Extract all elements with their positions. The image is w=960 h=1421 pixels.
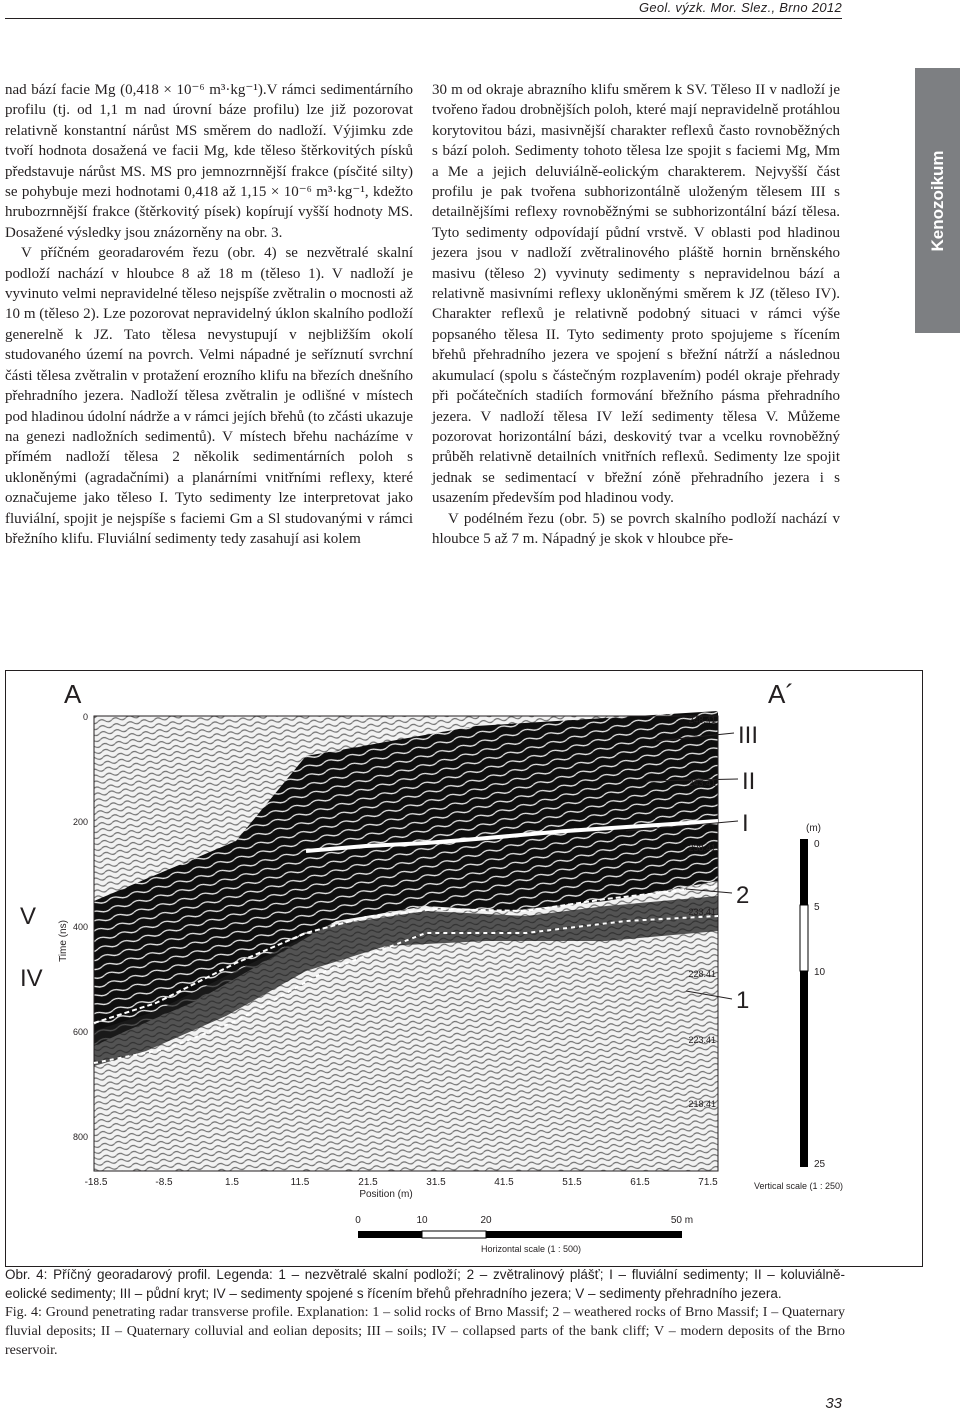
paragraph: nad bází facie Mg (0,418 × 10⁻⁶ m³·kg⁻¹).V rámci sedimentárního profilu (tj. od 1,1 m nad úrovní báze profilu) lze již pozorovat relativně konstantní nárůst MS směrem do nadloží. Výjimku zde tvoří hodnota dosažená ve facii Mg, kde těleso štěrkovitých písků představuje nárůst MS. MS pro jemnozrnnější frakce (písčité silty) se pohybuje mezi hodnotami 0,418 až 1,15 × 10⁻⁶ m³·kg⁻¹, kdežto hrubozrnnější frakce (štěrkovitý písek) kopírují vyšší hodnoty MS. Dosažené výsledky jsou znázorněny na obr. 3. xyxy=(5,82,413,241)
y-tick: 400 xyxy=(72,922,88,932)
running-header: Geol. výzk. Mor. Slez., Brno 2012 xyxy=(638,0,842,15)
caption-english: Fig. 4: Ground penetrating radar transverse profile. Explanation: 1 – solid rocks of Brno Massif; 2 – weathered rocks of Brno Massif; I – Quaternary fluvial deposits; II – Quaternary colluvial and eolian deposits; III – soils; IV – collapsed parts of the bank cliff; V – modern deposits of the Brno reservoir. xyxy=(5,1305,845,1358)
x-tick: 71.5 xyxy=(698,1177,718,1188)
x-tick: 61.5 xyxy=(630,1177,650,1188)
horizontal-scale-tick: 50 m xyxy=(670,1215,694,1226)
paragraph: V příčném georadarovém řezu (obr. 4) se nezvětralé skalní podloží nachází v hloubce 8 až 18 m (těleso 1). V nadloží je vyvinuto velmi nepravidelné těleso nejspíše zvětralin o mocnosti až 10 m (těleso 2). Lze pozorovat nepravidelný úklon skalního podloží generelně k JZ. Tato tělesa nevystupují v nejbližším okolí studovaného území na povrch. Velmi nápadné je seříznutí svrchní části tělesa zvětralin v protažení erozního klifu na březích dnešního přehradního jezera. Nadloží tělesa zvětralin je odlišné v místech pod hladinou údolní nádrže a v rámci jejích břehů (to zčásti ukazuje na genezi nadložních sedimentů). V místech břehu nacházíme v přímém nadloží tělesa 2 několik sedimentárních poloh s ukloněnými (agradačními) a planárními vnitřními reflexy, které označujeme jako těleso I. Tyto sedimenty lze interpretovat jako fluviální, spojit je nejspíše s faciemi Gm a Sl studovanými v rámci břežního klifu. Fluviální sedimenty tedy zasahují asi kolem xyxy=(5,245,413,547)
horizontal-scale-tick: 0 xyxy=(355,1215,361,1226)
text-column-left xyxy=(5,80,413,549)
y-tick: 0 xyxy=(82,712,88,722)
unit-label-V: V xyxy=(20,903,37,930)
elevation-tick: 223.41 xyxy=(688,1035,716,1045)
x-tick: 31.5 xyxy=(426,1177,446,1188)
x-tick: -8.5 xyxy=(155,1177,173,1188)
unit-label-1: 1 xyxy=(736,987,750,1014)
section-tab xyxy=(915,68,960,333)
elevation-tick: 248.41 xyxy=(688,715,716,725)
x-tick: 1.5 xyxy=(225,1177,239,1188)
horizontal-scale-tick: 20 xyxy=(480,1215,492,1226)
y-axis-title: Time (ns) xyxy=(58,920,69,962)
vertical-scale-tick: 10 xyxy=(814,967,826,978)
x-tick: 41.5 xyxy=(494,1177,514,1188)
y-tick: 200 xyxy=(72,817,88,827)
horizontal-scale-label: Horizontal scale (1 : 500) xyxy=(480,1244,582,1254)
vertical-scale-tick: 25 xyxy=(814,1159,826,1170)
unit-label-I: I xyxy=(742,810,749,837)
paragraph: V podélném řezu (obr. 5) se povrch skalního podloží nachází v hloubce 5 až 7 m. Nápadný je skok v hloubce pře- xyxy=(432,510,840,547)
caption-czech: Obr. 4: Příčný georadarový profil. Legenda: 1 – nezvětralé skalní podloží; 2 – zvětralinový plášť; I – fluviální sedimenty; II – koluviálně-eolické sedimenty; III – půdní kryt; IV – sedimenty spojené s řícením břehů přehradního jezera; V – sedimenty přehradního jezera. xyxy=(5,1267,845,1301)
x-tick: 11.5 xyxy=(290,1177,310,1188)
paragraph: 30 m od okraje abrazního klifu směrem k SV. Těleso II v nadloží je tvořeno řadou drobnějších poloh, které mají nepravidelně protáhlou korytovitou bázi, masivnější charakter reflexů často rovnoběžných s bází poloh. Sedimenty tohoto tělesa lze spojit s faciemi Mg, Mm a Me a jejich deluviálně-eolickým charakterem. Nejvyšší část profilu je pak tvořena subhorizontálně uloženým tělesem III s detailnějšími reflexy rovnoběžnými se subhorizontální bází tělesa. Tyto sedimenty odpovídají půdní vrstvě. V oblasti pod hladinou jezera jsou v nadloží zvětralinového pláště hornin brněnského masivu (těleso 2) vyvinuty sedimenty s nepravidelnou bází a relativně masivními reflexy ukloněnými směrem k JZ (těleso IV). Charakter reflexů je relativně podobný situaci v rámci výše popsaného tělesa II. Tyto sedimenty proto spojujeme s řícením břehů přehradního jezera ve spojení s břežní nátrží a následnou akumulací (spolu s částečným rozplavením) podél okraje přehrady při počátečních stadiích formování břežního pásma přehradního jezera. V nadloží tělesa IV leží sedimenty tělesa V. Můžeme pozorovat horizontální bázi, deskovitý tvar a vcelku rovnoběžný průběh relativně detailních vnitřních reflexů. Sedimenty lze spojit jednak se sedimentací v břežní zóně přehradního jezera i s usazením především pod hladinou vody. xyxy=(432,82,840,507)
elevation-tick: 238.41 xyxy=(688,843,716,853)
unit-label-III: III xyxy=(738,722,759,749)
unit-label-2: 2 xyxy=(736,882,750,909)
horizontal-scale-tick: 10 xyxy=(416,1215,428,1226)
vertical-scale-label: Vertical scale (1 : 250) xyxy=(754,1181,844,1191)
section-tab-label: Kenozoikum xyxy=(927,149,947,252)
figure-caption xyxy=(5,1265,845,1360)
vertical-scale-unit: (m) xyxy=(806,823,821,834)
elevation-tick: 228.41 xyxy=(688,969,716,979)
x-tick: -18.5 xyxy=(84,1177,108,1188)
y-tick: 600 xyxy=(72,1027,88,1037)
unit-label-IV: IV xyxy=(20,965,43,992)
gpr-radargram xyxy=(6,671,922,1266)
label-a-prime: A´ xyxy=(768,679,794,709)
unit-label-II: II xyxy=(742,768,756,795)
vertical-scale-tick: 0 xyxy=(814,839,820,850)
x-tick: 21.5 xyxy=(358,1177,378,1188)
label-a: A xyxy=(64,679,82,709)
x-axis-title: Position (m) xyxy=(359,1189,413,1200)
x-tick: 51.5 xyxy=(562,1177,582,1188)
page-number: 33 xyxy=(825,1395,842,1412)
elevation-tick: 218.41 xyxy=(688,1099,716,1109)
vertical-scale xyxy=(754,823,843,1191)
gpr-figure xyxy=(5,670,923,1267)
elevation-tick: 233.41 xyxy=(688,907,716,917)
header-rule xyxy=(5,18,842,19)
text-column-right xyxy=(432,80,840,549)
horizontal-scale xyxy=(355,1215,693,1254)
elevation-tick: 243.41 xyxy=(688,778,716,788)
y-tick: 800 xyxy=(72,1132,88,1142)
vertical-scale-tick: 5 xyxy=(814,902,820,913)
